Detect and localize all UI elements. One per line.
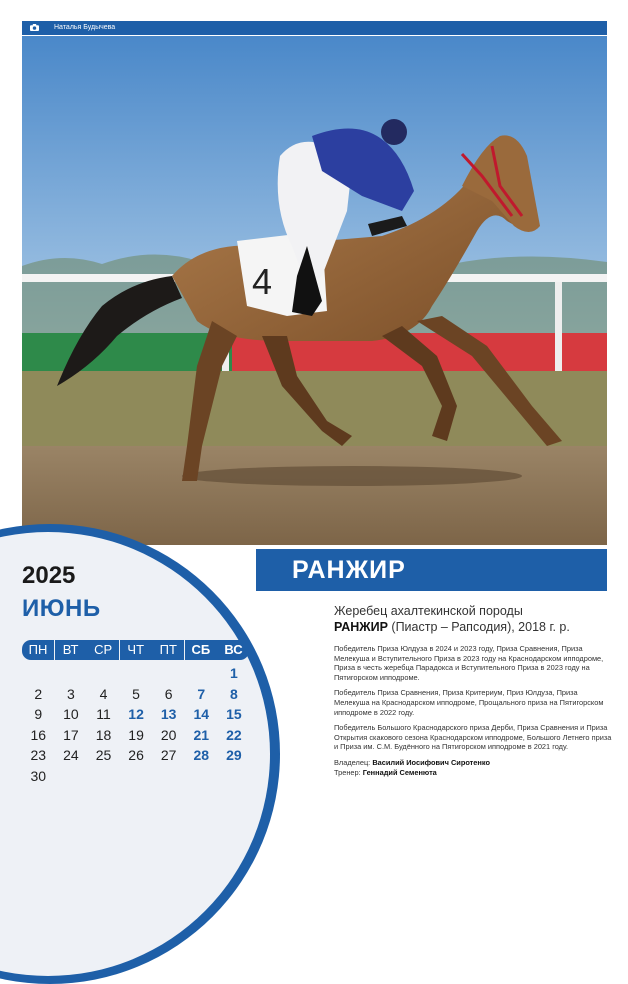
horse-description xyxy=(334,603,612,778)
calendar-day: 2 xyxy=(34,685,43,702)
owner-name: Василий Иосифович Сиротенко xyxy=(372,757,490,767)
weekday-header xyxy=(22,640,250,660)
weekday-thu: ЧТ xyxy=(120,640,152,660)
calendar-day xyxy=(120,766,153,787)
achievement-item: Победитель Приза Юлдуза в 2024 и 2023 году, Приза Сравнения, Приза Мелекуша и Вступительного Приза в 2023 году на Краснодарском ипподроме, Приза в честь жеребца Парадокса и Вступительного Приза в 2023 году на Пятигорском ипподроме. xyxy=(334,644,604,682)
weekday-mon: ПН xyxy=(22,640,54,660)
trainer-label: Тренер: xyxy=(334,767,361,777)
calendar-day: 4 xyxy=(99,685,108,702)
calendar-week xyxy=(22,745,254,766)
calendar-day xyxy=(55,663,88,684)
calendar-day: 16 xyxy=(30,726,47,743)
breed-line: Жеребец ахалтекинской породы xyxy=(334,604,523,618)
calendar-day: 8 xyxy=(229,685,238,702)
calendar-day xyxy=(152,663,185,684)
horse-name-inline: РАНЖИР xyxy=(334,620,388,634)
calendar-day: 19 xyxy=(128,726,144,743)
calendar-day: 29 xyxy=(226,747,242,763)
weekday-tue: ВТ xyxy=(55,640,87,660)
calendar-day xyxy=(185,663,218,684)
calendar-week xyxy=(22,684,254,705)
saddle-number: 4 xyxy=(252,261,273,302)
calendar-day: 25 xyxy=(95,747,112,763)
achievements xyxy=(334,644,612,752)
photo-credit-bar xyxy=(22,21,607,35)
photographer-name: Наталья Будычева xyxy=(54,24,116,31)
calendar-day: 10 xyxy=(63,706,79,722)
calendar-week xyxy=(22,766,254,787)
calendar-day: 20 xyxy=(160,726,177,743)
calendar-day xyxy=(55,766,88,787)
calendar-day xyxy=(152,766,185,787)
calendar-day xyxy=(218,766,251,787)
calendar-day: 17 xyxy=(63,726,79,743)
trainer-line xyxy=(334,768,612,778)
pedigree-line xyxy=(334,619,612,635)
camera-icon xyxy=(30,24,39,31)
calendar-day: 3 xyxy=(66,685,75,702)
calendar-day: 22 xyxy=(226,726,242,743)
achievement-item: Победитель Приза Сравнения, Приза Критериум, Приз Юлдуза, Приза Мелекуша на Краснодарском ипподроме, Прощального приза на Пятигорском ипподроме в 2022 году. xyxy=(334,688,604,717)
calendar-day xyxy=(87,766,120,787)
horse-name-banner xyxy=(256,549,607,591)
horse-name: РАНЖИР xyxy=(292,556,406,584)
weekday-fri: ПТ xyxy=(152,640,184,660)
calendar-week xyxy=(22,725,254,746)
calendar-day: 5 xyxy=(132,685,140,702)
calendar-day: 21 xyxy=(193,726,210,743)
calendar-day: 14 xyxy=(193,706,210,722)
owner-label: Владелец: xyxy=(334,757,371,767)
calendar-day: 30 xyxy=(30,767,47,784)
trainer-name: Геннадий Семенюта xyxy=(362,767,437,777)
achievement-item: Победитель Большого Краснодарского приза Дерби, Приза Сравнения и Приза Открытия скакового сезона Краснодарском ипподроме, Большого Летнего приза и Приза им. С.М. Будённого на Пятигорском ипподроме в 2021 году. xyxy=(334,723,612,752)
calendar-year: 2025 xyxy=(22,562,76,589)
calendar-day xyxy=(185,766,218,787)
calendar-day: 12 xyxy=(128,706,144,722)
calendar-day: 9 xyxy=(34,706,43,722)
calendar-day: 28 xyxy=(193,747,210,763)
calendar-week xyxy=(22,704,254,725)
pedigree: (Пиастр – Рапсодия), 2018 г. р. xyxy=(391,620,570,634)
calendar-day: 24 xyxy=(63,747,79,763)
calendar-day: 15 xyxy=(226,706,242,722)
calendar-day: 18 xyxy=(95,726,112,743)
track xyxy=(22,446,607,545)
calendar-day: 13 xyxy=(160,706,177,722)
calendar-day: 7 xyxy=(197,685,206,702)
calendar-month: ИЮНЬ xyxy=(22,595,101,622)
weekday-wed: СР xyxy=(87,640,119,660)
horse-photo xyxy=(22,36,607,545)
owner-line xyxy=(334,758,612,768)
calendar-day: 27 xyxy=(160,747,177,763)
weekday-sat: СБ xyxy=(185,640,217,660)
calendar-day: 1 xyxy=(229,665,238,681)
weekday-sun: ВС xyxy=(217,640,249,660)
horse-shadow xyxy=(182,466,522,486)
calendar-day: 23 xyxy=(30,747,47,763)
calendar-week xyxy=(22,663,254,684)
calendar-day xyxy=(87,663,120,684)
calendar-day: 6 xyxy=(164,685,173,702)
calendar-day: 26 xyxy=(128,747,144,763)
calendar-day: 11 xyxy=(96,706,111,722)
calendar-day xyxy=(120,663,153,684)
calendar-day xyxy=(22,663,55,684)
calendar-grid xyxy=(22,663,254,786)
